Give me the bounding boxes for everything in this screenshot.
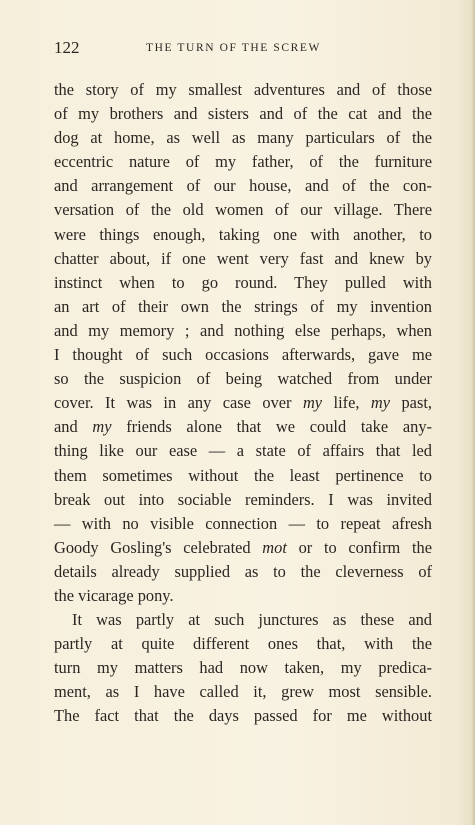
text-run: past, bbox=[390, 393, 432, 413]
text-line bbox=[54, 680, 432, 704]
text-line bbox=[54, 198, 432, 222]
page-edge bbox=[471, 0, 475, 825]
text-line bbox=[54, 704, 432, 728]
body-text bbox=[54, 78, 432, 729]
text-run: the vicarage pony. bbox=[54, 585, 174, 605]
text-line bbox=[54, 174, 432, 198]
text-line bbox=[54, 512, 432, 536]
text-line bbox=[54, 560, 432, 584]
text-line bbox=[54, 656, 432, 680]
text-line bbox=[54, 343, 432, 367]
text-run: eccentric nature of my father, of the furniture bbox=[54, 152, 432, 172]
text-run: instinct when to go round. They pulled with bbox=[54, 272, 432, 292]
running-title: THE TURN OF THE SCREW bbox=[146, 42, 322, 54]
italic-word: mot bbox=[262, 537, 287, 557]
italic-word: my bbox=[370, 393, 391, 413]
text-run: them sometimes without the least pertinence to bbox=[54, 465, 432, 485]
text-line bbox=[54, 223, 432, 247]
text-line bbox=[54, 150, 432, 174]
italic-word: my bbox=[92, 417, 112, 437]
page-number: 122 bbox=[54, 38, 80, 57]
text-run: and arrangement of our house, and of the con- bbox=[54, 176, 432, 196]
text-run: an art of their own the strings of my invention bbox=[54, 296, 432, 316]
text-run: were things enough, taking one with another, to bbox=[54, 224, 432, 244]
text-run: The fact that the days passed for me without bbox=[54, 706, 432, 726]
text-run: the story of my smallest adventures and of those bbox=[54, 80, 432, 99]
text-line bbox=[54, 632, 432, 656]
text-run: cover. It was in any case over bbox=[54, 393, 303, 413]
text-line bbox=[54, 608, 432, 632]
text-line bbox=[54, 102, 432, 126]
text-line bbox=[54, 439, 432, 463]
text-run: and my memory ; and nothing else perhaps, when bbox=[54, 320, 432, 340]
text-run: so the suspicion of being watched from under bbox=[54, 369, 432, 389]
text-run: dog at home, as well as many particulars of the bbox=[54, 128, 432, 148]
text-line bbox=[54, 295, 432, 319]
text-line bbox=[54, 367, 432, 391]
text-run: It was partly at such junctures as these and bbox=[72, 610, 432, 630]
text-line bbox=[54, 584, 432, 608]
text-run: — with no visible connection — to repeat afresh bbox=[54, 513, 432, 533]
text-run: of my brothers and sisters and of the cat and the bbox=[54, 104, 432, 124]
text-run: ment, as I have called it, grew most sensible. bbox=[54, 682, 432, 702]
text-line bbox=[54, 319, 432, 343]
text-run: and bbox=[54, 417, 93, 437]
text-line bbox=[54, 415, 432, 439]
text-run: or to confirm the bbox=[286, 537, 433, 557]
text-run: partly at quite different ones that, with the bbox=[54, 634, 432, 654]
text-run: Goody Gosling's celebrated bbox=[54, 537, 263, 557]
text-line bbox=[54, 391, 432, 415]
text-run: versation of the old women of our village. There bbox=[54, 200, 432, 220]
italic-word: my bbox=[302, 393, 323, 413]
text-line bbox=[54, 488, 432, 512]
text-run: turn my matters had now taken, my predica- bbox=[54, 658, 432, 678]
text-line bbox=[54, 536, 432, 560]
text-run: break out into sociable reminders. I was invited bbox=[54, 489, 432, 509]
text-line bbox=[54, 247, 432, 271]
text-run: chatter about, if one went very fast and knew by bbox=[54, 248, 432, 268]
page-header bbox=[54, 36, 434, 60]
text-run: friends alone that we could take any- bbox=[111, 417, 432, 437]
text-run: I thought of such occasions afterwards, gave me bbox=[54, 345, 432, 365]
text-line bbox=[54, 464, 432, 488]
text-run: details already supplied as to the cleverness of bbox=[54, 561, 432, 581]
text-line bbox=[54, 126, 432, 150]
text-run: thing like our ease — a state of affairs that led bbox=[54, 441, 432, 461]
text-run: life, bbox=[322, 393, 371, 413]
text-line bbox=[54, 78, 432, 102]
text-line bbox=[54, 271, 432, 295]
